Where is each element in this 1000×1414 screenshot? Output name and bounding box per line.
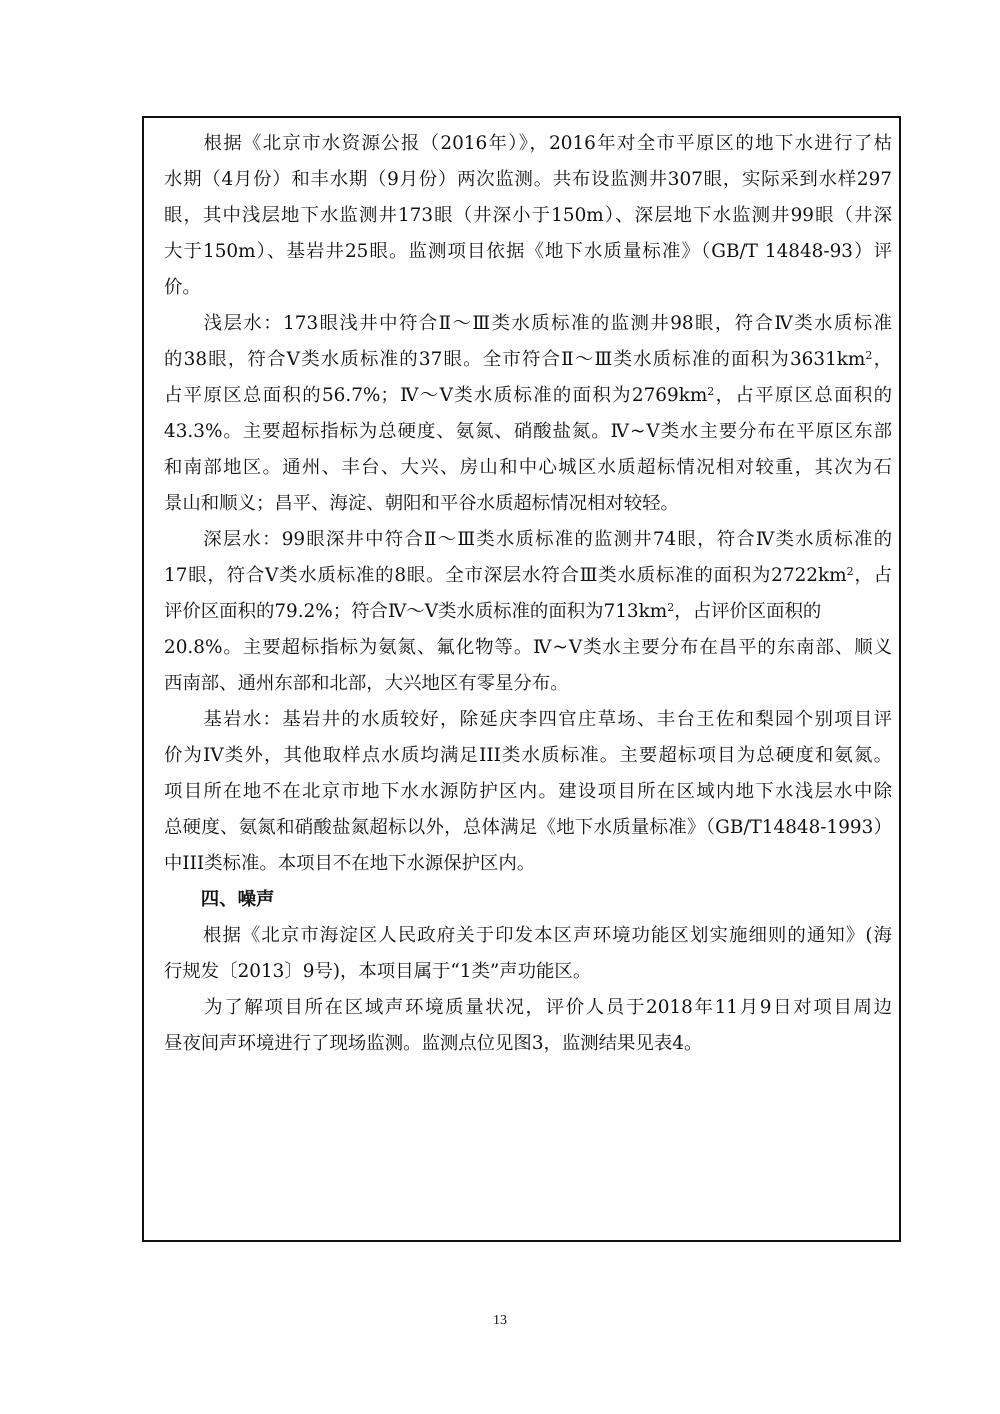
superscript: 2	[846, 565, 854, 578]
paragraph-line: 昼夜间声环境进行了现场监测。监测点位见图3，监测结果见表4。	[164, 1033, 703, 1054]
paragraph-line: 20.8%。主要超标指标为氨氮、氟化物等。Ⅳ~Ⅴ类水主要分布在昌平的东南部、顺义	[164, 637, 892, 658]
paragraph-line: 价为IV类外，其他取样点水质均满足III类水质标准。主要超标项目为总硬度和氨氮。	[164, 745, 892, 766]
paragraph-line	[164, 378, 892, 414]
paragraph-line: 眼，其中浅层地下水监测井173眼（井深小于150m）、深层地下水监测井99眼（井深	[164, 205, 892, 226]
paragraph-line: 水期（4月份）和丰水期（9月份）两次监测。共布设监测井307眼，实际采到水样297	[164, 169, 892, 190]
paragraph-line: 西南部、通州东部和北部，大兴地区有零星分布。	[164, 673, 569, 694]
paragraph-line: 景山和顺义；昌平、海淀、朝阳和平谷水质超标情况相对较轻。	[164, 493, 679, 514]
section-heading: 四、噪声	[164, 889, 275, 910]
text-run: 17眼，符合Ⅴ类水质标准的8眼。全市深层水符合Ⅲ类水质标准的面积为2722km	[164, 565, 847, 586]
superscript: 2	[865, 349, 873, 362]
text-run: ，占评价区面积的	[674, 601, 822, 622]
superscript: 2	[667, 601, 675, 614]
page-number: 13	[493, 1313, 507, 1328]
text-run: ，占平原区总面积的	[714, 385, 892, 406]
paragraph-line: 根据《北京市水资源公报（2016年）》，2016年对全市平原区的地下水进行了枯	[164, 133, 892, 154]
paragraph-line: 项目所在地不在北京市地下水水源防护区内。建设项目所在区域内地下水浅层水中除	[164, 781, 892, 802]
paragraph-line	[164, 594, 892, 630]
paragraph-line: 和南部地区。通州、丰台、大兴、房山和中心城区水质超标情况相对较重，其次为石	[164, 457, 892, 478]
text-run: 评价区面积的79.2%；符合Ⅳ～Ⅴ类水质标准的面积为713km	[164, 601, 668, 622]
document-body	[164, 126, 892, 1062]
text-run: ，	[872, 349, 892, 370]
paragraph-line: 价。	[164, 277, 201, 298]
text-run: 占平原区总面积的56.7%；Ⅳ～Ⅴ类水质标准的面积为2769km	[164, 385, 708, 406]
text-run: 的38眼，符合Ⅴ类水质标准的37眼。全市符合Ⅱ～Ⅲ类水质标准的面积为3631km	[164, 349, 866, 370]
paragraph-line: 为了解项目所在区域声环境质量状况，评价人员于2018年11月9日对项目周边	[164, 997, 892, 1018]
superscript: 2	[707, 385, 715, 398]
paragraph-line: 基岩水：基岩井的水质较好，除延庆李四官庄草场、丰台王佐和梨园个别项目评	[164, 709, 892, 730]
paragraph-line	[164, 342, 892, 378]
paragraph-line	[164, 558, 892, 594]
paragraph-line: 浅层水：173眼浅井中符合Ⅱ～Ⅲ类水质标准的监测井98眼，符合Ⅳ类水质标准	[164, 313, 892, 334]
paragraph-line: 深层水：99眼深井中符合Ⅱ～Ⅲ类水质标准的监测井74眼，符合Ⅳ类水质标准的	[164, 529, 892, 550]
paragraph-line: 中III类标准。本项目不在地下水源保护区内。	[164, 853, 536, 874]
paragraph-line: 总硬度、氨氮和硝酸盐氮超标以外，总体满足《地下水质量标准》（GB/T14848-1993）	[164, 817, 892, 838]
paragraph-line: 43.3%。主要超标指标为总硬度、氨氮、硝酸盐氮。Ⅳ~Ⅴ类水主要分布在平原区东部	[164, 421, 892, 442]
content-frame	[142, 116, 901, 1242]
paragraph-line: 大于150m）、基岩井25眼。监测项目依据《地下水质量标准》（GB/T 14848-93）评	[164, 241, 892, 262]
paragraph-line: 行规发〔2013〕9号)，本项目属于“1类”声功能区。	[164, 961, 592, 982]
paragraph-line: 根据《北京市海淀区人民政府关于印发本区声环境功能区划实施细则的通知》(海	[164, 925, 892, 946]
text-run: ，占	[853, 565, 892, 586]
